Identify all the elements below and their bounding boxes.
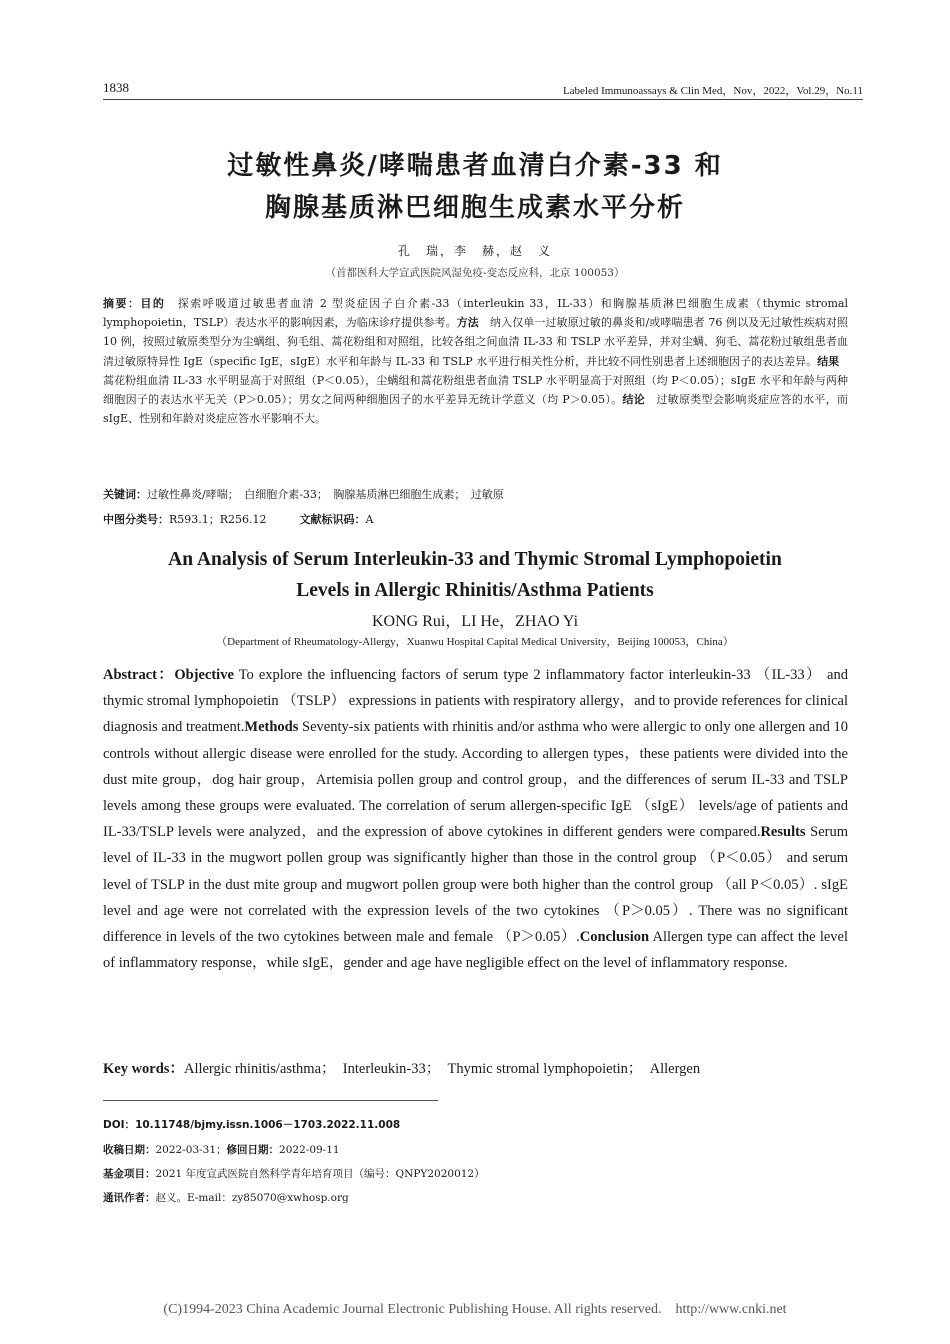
footnote-divider: [103, 1100, 438, 1101]
cn-results-text: 蒿花粉组血清 IL-33 水平明显高于对照组（P＜0.05），尘螨组和蒿花粉组患者血清 TSLP 水平明显高于对照组（均 P＜0.05）；sIgE 水平和年龄与两种细胞因子的表达水平无关（P＞0.05）；男女之间两种细胞因子的水平差异无统计学意义（均 P＞0.05）。: [103, 354, 851, 407]
cn-methods-label: 方法: [456, 316, 479, 330]
cn-methods-text: 纳入仅单一过敏原过敏的鼻炎和/或哮喘患者 76 例以及无过敏性疾病对照 10 例，按照过敏原类型分为尘螨组、狗毛组、蒿花粉组和对照组，比较各组之间血清 IL-33 和 TSLP 水平差异，并对尘螨、狗毛、蒿花粉过敏组患者血清过敏原特异性 IgE（specific IgE，sIgE）水平和年龄与 IL-33 和 TSLP 水平进行相关性分析，并比较不同性别患者上述细胞因子的表达差异。: [103, 316, 848, 368]
cn-objective-label: 目的: [140, 297, 166, 310]
corresponding-label: 通讯作者：: [103, 1192, 156, 1204]
clc-label: 中图分类号：: [103, 513, 169, 526]
cn-title-line2: 胸腺基质淋巴细胞生成素水平分析: [264, 193, 685, 223]
received-label: 收稿日期：: [103, 1144, 156, 1156]
dates-line: [103, 1139, 703, 1162]
revised-text: 2022-09-11: [279, 1144, 340, 1156]
cn-results-label: 结果: [817, 354, 840, 368]
cn-objective-text: 探索呼吸道过敏患者血清 2 型炎症因子白介素-33（interleukin 33，IL-33）和胸腺基质淋巴细胞生成素（thymic stromal lymphopoietin，TSLP）表达水平的影响因素，为临床诊疗提供参考。: [103, 297, 848, 330]
corresponding-text: 赵义。E-mail：zy85070@xwhosp.org: [155, 1192, 349, 1204]
en-objective-text: To explore the influencing factors of serum type 2 inflammatory factor interleukin-33 （IL-33） and thymic stromal lymphopoietin （TSLP） expressions in patients with respiratory allergy，and to provide references for clinical diagnosis and treatment.: [103, 667, 848, 736]
fund-text: 2021 年度宣武医院自然科学青年培育项目（编号：QNPY2020012）: [155, 1168, 485, 1180]
doi-label: DOI：: [103, 1119, 136, 1131]
en-abstract: [103, 662, 848, 976]
en-keywords-label: Key words：: [103, 1061, 184, 1077]
doi-line: [103, 1114, 703, 1137]
doi-text: 10.11748/bjmy.issn.1006－1703.2022.11.008: [135, 1119, 401, 1131]
en-conclusion-label: Conclusion: [579, 929, 650, 946]
received-text: 2022-03-31；: [155, 1144, 227, 1156]
cn-classification: [103, 511, 848, 529]
cn-affiliation: （首都医科大学宣武医院风湿免疫-变态反应科，北京 100053）: [325, 267, 625, 279]
cn-title-line1: 过敏性鼻炎/哮喘患者血清白介素-33 和: [227, 151, 723, 181]
cn-abstract-label: 摘要：: [103, 297, 141, 310]
en-affiliation: （Department of Rheumatology-Allergy，Xuanwu Hospital Capital Medical University，Beijing 100053，China）: [216, 636, 734, 648]
cn-abstract: [103, 294, 851, 428]
cn-conclusion-text: 过敏原类型会影响炎症应答的水平，而 sIgE、性别和年龄对炎症应答水平影响不大。: [103, 393, 849, 426]
en-title-line1: An Analysis of Serum Interleukin-33 and Thymic Stromal Lymphopoietin: [168, 549, 782, 570]
en-keywords: [103, 1057, 848, 1078]
corresponding-line: [103, 1187, 703, 1210]
cn-keywords: [103, 486, 848, 504]
en-methods-text: Seventy-six patients with rhinitis and/or asthma who were allergic to only one allergen and 10 controls without allergic disease were enrolled for the study. According to allergen types，these patients were divided into the dust mite group，dog hair group，Artemisia pollen group and control group，and the differences of serum IL-33 and TSLP levels among these groups were evaluated. The correlation of serum allergen-specific IgE （sIgE） levels/age of patients and IL-33/TSLP levels were analyzed，and the expression of above cytokines in different genders were compared.: [103, 719, 848, 841]
doc-code-text: A: [365, 513, 374, 526]
running-title: Labeled Immunoassays & Clin Med，Nov，2022，Vol.29，No.11: [562, 85, 863, 97]
fund-line: [103, 1163, 703, 1186]
en-results-label: Results: [760, 824, 806, 841]
en-results-text: Serum level of IL-33 in the mugwort pollen group was significantly higher than those in the control group （P＜0.05） and serum level of TSLP in the dust mite group and mugwort pollen group were both higher than the control group （all P＜0.05）. sIgE level and age were not correlated with the expression levels of the two cytokines （P＞0.05）. There was no significant difference in levels of the two cytokines between male and female （P＞0.05）.: [103, 824, 848, 946]
revised-label: 修回日期：: [226, 1144, 280, 1156]
fund-label: 基金项目：: [103, 1168, 156, 1180]
en-title-line2: Levels in Allergic Rhinitis/Asthma Patients: [296, 580, 654, 601]
en-objective-label: Objective: [174, 667, 234, 683]
cn-conclusion-label: 结论: [622, 393, 646, 407]
header-divider: [103, 99, 863, 100]
doc-code-label: 文献标识码：: [299, 513, 366, 526]
copyright-notice: (C)1994-2023 China Academic Journal Electronic Publishing House. All rights reserved. http://www.cnki.net: [163, 1302, 787, 1317]
cn-keywords-label: 关键词：: [103, 488, 147, 501]
en-authors: KONG Rui，LI He，ZHAO Yi: [371, 613, 579, 630]
cn-keywords-text: 过敏性鼻炎/哮喘； 白细胞介素-33； 胸腺基质淋巴细胞生成素； 过敏原: [147, 488, 504, 501]
en-abstract-label: Abstract：: [103, 667, 175, 683]
cn-authors: 孔 瑞，李 赫，赵 义: [397, 244, 552, 258]
clc-text: R593.1；R256.12: [169, 513, 267, 526]
page-number: 1838: [103, 80, 129, 95]
en-methods-label: Methods: [244, 719, 299, 736]
en-conclusion-text: Allergen type can affect the level of inflammatory response，while sIgE，gender and age have negligible effect on the level of inflammatory response.: [103, 929, 848, 972]
en-keywords-text: Allergic rhinitis/asthma； Interleukin-33； Thymic stromal lymphopoietin； Allergen: [183, 1061, 701, 1077]
